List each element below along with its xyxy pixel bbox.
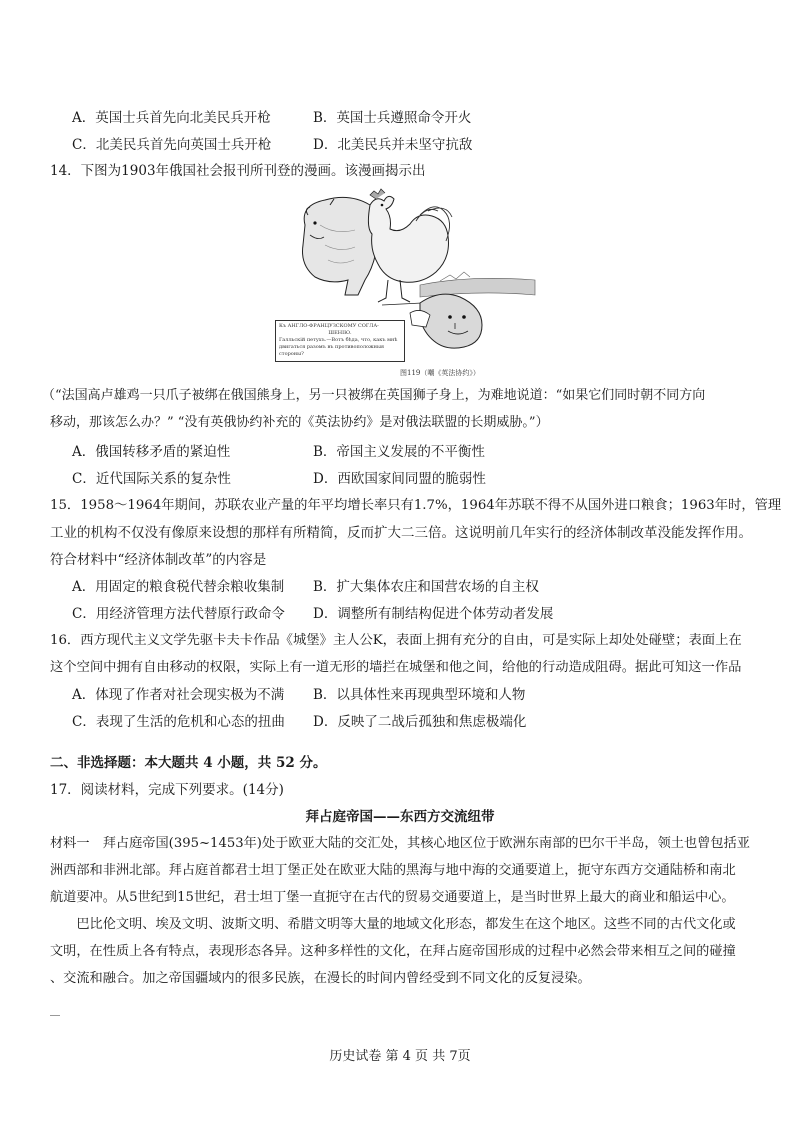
q15-option-a: A．用固定的粮食税代替余粮收集制 [72, 579, 285, 595]
cartoon-caption-box [275, 320, 405, 362]
section-2-heading: 二、非选择题：本大题共 4 小题，共 52 分。 [50, 755, 327, 771]
q15-option-b: B．扩大集体农庄和国营农场的自主权 [313, 579, 539, 595]
q14-note-line-1: （“法国高卢雄鸡一只爪子被绑在俄国熊身上，另一只被绑在英国狮子身上，为难地说道：“如果它们同时朝不同方向 [42, 388, 706, 403]
q15-line-3: 符合材料中“经济体制改革”的内容是 [50, 552, 267, 568]
q15-option-c: C．用经济管理方法代替原行政命令 [72, 606, 285, 622]
page-footer: 历史试卷 第 4 页 共 7页 [329, 1049, 471, 1064]
q16-option-c: C．表现了生活的危机和心态的扭曲 [72, 714, 285, 730]
q16-line-1: 16．西方现代主义文学先驱卡夫卡作品《城堡》主人公K，表面上拥有充分的自由，可是实际上却处处碰壁；表面上在 [50, 633, 742, 648]
cartoon-caption-title-2: ШЕНІЮ. [328, 330, 352, 336]
q15-line-1: 15．1958～1964年期间，苏联农业产量的年平均增长率只有1.7%，1964年苏联不得不从国外进口粮食；1963年时，管理 [50, 498, 782, 513]
q13-option-c: C．北美民兵首先向英国士兵开枪 [72, 137, 272, 153]
figure-label: 图119（嘲《英法协约》） [400, 369, 480, 377]
q17-material-1-line-4: 巴比伦文明、埃及文明、波斯文明、希腊文明等大量的地域文化形态，都发生在这个地区。这些不同的古代文化或 [50, 917, 736, 932]
q17-material-1-line-5: 文明，在性质上各有特点，表现形态各异。这种多样性的文化，在拜占庭帝国形成的过程中必然会带来相互之间的碰撞 [50, 944, 736, 959]
q17-material-1-line-6: 、交流和融合。加之帝国疆域内的很多民族，在漫长的时间内曾经受到不同文化的反复浸染。 [50, 971, 591, 986]
q14-option-d: D．西欧国家间同盟的脆弱性 [313, 471, 486, 487]
cartoon-caption-text: Галльскій петухъ.—Вотъ бѣда, что, какъ мнѣ двигаться разомъ въ противоположныя стороны? [279, 337, 398, 357]
q16-line-2: 这个空间中拥有自由移动的权限，实际上有一道无形的墙拦在城堡和他之间，给他的行动造成阻碍。据此可知这一作品 [50, 660, 742, 675]
q15-option-d: D．调整所有制结构促进个体劳动者发展 [313, 606, 554, 622]
page-mark [50, 1015, 60, 1016]
q17-material-title: 拜占庭帝国——东西方交流纽带 [305, 809, 495, 825]
q15-line-2: 工业的机构不仅没有像原来设想的那样有所精简，反而扩大二三倍。这说明前几年实行的经济体制改革没能发挥作用。 [50, 525, 752, 541]
q14-option-b: B．帝国主义发展的不平衡性 [313, 444, 485, 460]
q17-material-1-line-1: 材料一 拜占庭帝国(395~1453年)处于欧亚大陆的交汇处，其核心地区位于欧洲东南部的巴尔干半岛，领土也曾包括亚 [50, 836, 750, 851]
q13-option-a: A．英国士兵首先向北美民兵开枪 [72, 110, 271, 126]
q13-option-d: D．北美民兵并未坚守抗敌 [313, 137, 473, 153]
q16-option-a: A．体现了作者对社会现实极为不满 [72, 687, 285, 703]
q16-option-b: B．以具体性来再现典型环境和人物 [313, 687, 526, 703]
q14-stem: 14．下图为1903年俄国社会报刊所刊登的漫画。该漫画揭示出 [50, 163, 426, 179]
q14-option-c: C．近代国际关系的复杂性 [72, 471, 231, 487]
q16-option-d: D．反映了二战后孤独和焦虑极端化 [313, 714, 527, 730]
q17-stem: 17．阅读材料，完成下列要求。(14分) [50, 782, 284, 798]
q14-note-line-2: 移动，那该怎么办？” “没有英俄协约补充的《英法协约》是对俄法联盟的长期威胁。”） [50, 415, 549, 430]
q14-option-a: A．俄国转移矛盾的紧迫性 [72, 444, 231, 460]
q13-option-b: B．英国士兵遵照命令开火 [313, 110, 472, 126]
cartoon-caption-title-1: Къ АНГЛО-ФРАНЦУЗСКОМУ СОГЛА- [279, 323, 379, 329]
q17-material-1-line-3: 航道要冲。从5世纪到15世纪，君士坦丁堡一直扼守在古代的贸易交通要道上，是当时世界上最大的商业和船运中心。 [50, 890, 735, 905]
q17-material-1-line-2: 洲西部和非洲北部。拜占庭首都君士坦丁堡正处在欧亚大陆的黑海与地中海的交通要道上，扼守东西方交通陆桥和南北 [50, 863, 736, 878]
